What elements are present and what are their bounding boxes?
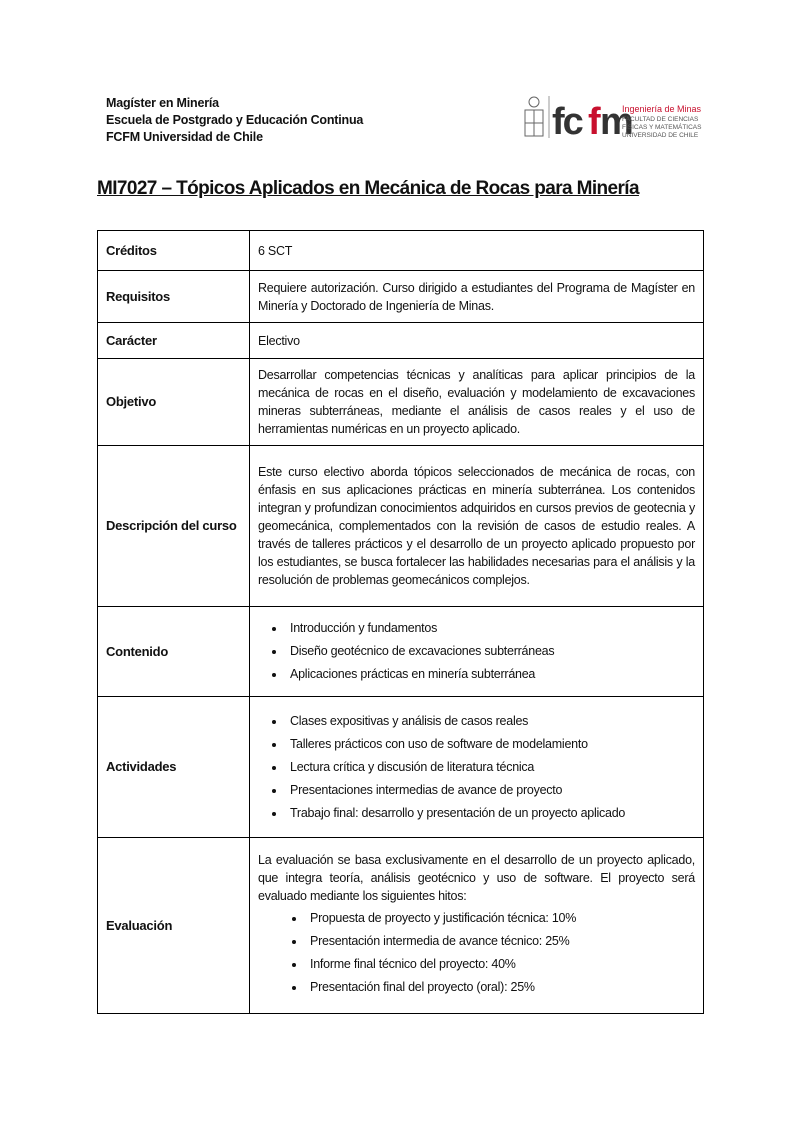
svg-text:FÍSICAS Y MATEMÁTICAS: FÍSICAS Y MATEMÁTICAS [622, 124, 702, 131]
list-item: • Presentación intermedia de avance técnico: 25% [306, 932, 695, 951]
row-label: Carácter [98, 323, 250, 359]
list-item: • Lectura crítica y discusión de literatura técnica [286, 758, 695, 777]
row-label: Contenido [98, 607, 250, 697]
row-label: Evaluación [98, 838, 250, 1014]
header-line: FCFM Universidad de Chile [106, 130, 263, 144]
row-value: 6 SCT [250, 231, 704, 271]
list-item: • Aplicaciones prácticas en minería subterránea [286, 665, 695, 684]
list-item: • Informe final técnico del proyecto: 40% [306, 955, 695, 974]
row-label: Créditos [98, 231, 250, 271]
row-contenido [98, 607, 704, 697]
activities-list [258, 712, 695, 823]
list-item: • Propuesta de proyecto y justificación técnica: 10% [306, 909, 695, 928]
svg-text:m: m [600, 101, 634, 142]
svg-text:Ingeniería de Minas: Ingeniería de Minas [622, 104, 702, 114]
row-label: Descripción del curso [98, 446, 250, 607]
row-caracter [98, 323, 704, 359]
svg-text:UNIVERSIDAD DE CHILE: UNIVERSIDAD DE CHILE [622, 132, 699, 139]
row-requisitos [98, 271, 704, 323]
content-list [258, 619, 695, 684]
list-item: • Trabajo final: desarrollo y presentación de un proyecto aplicado [286, 804, 695, 823]
row-label: Objetivo [98, 359, 250, 446]
institution-header [106, 95, 363, 146]
row-value: Desarrollar competencias técnicas y analíticas para aplicar principios de la mecánica de rocas en el diseño, evaluación y modelamiento de excavaciones mineras subterráneas, mediante el análisis de casos reales y el uso de herramientas numéricas en un proyecto aplicado. [250, 359, 704, 446]
fcfm-logo [522, 92, 712, 142]
list-item: • Talleres prácticos con uso de software de modelamiento [286, 735, 695, 754]
row-evaluacion [98, 838, 704, 1014]
svg-text:FACULTAD DE CIENCIAS: FACULTAD DE CIENCIAS [622, 116, 699, 123]
list-item: • Clases expositivas y análisis de casos reales [286, 712, 695, 731]
row-label: Requisitos [98, 271, 250, 323]
row-value: Electivo [250, 323, 704, 359]
header-line: Escuela de Postgrado y Educación Continua [106, 113, 364, 127]
list-item: • Presentación final del proyecto (oral): 25% [306, 978, 695, 997]
row-label: Actividades [98, 697, 250, 838]
header-line: Magíster en Minería [106, 96, 219, 110]
list-item: • Diseño geotécnico de excavaciones subterráneas [286, 642, 695, 661]
list-item: • Introducción y fundamentos [286, 619, 695, 638]
evaluation-intro: La evaluación se basa exclusivamente en el desarrollo de un proyecto aplicado, que integra teoría, análisis geotécnico y uso de software. El proyecto será evaluado mediante los siguientes hitos: [258, 852, 695, 903]
row-objetivo [98, 359, 704, 446]
row-creditos [98, 231, 704, 271]
list-item: • Presentaciones intermedias de avance de proyecto [286, 781, 695, 800]
svg-text:fc: fc [552, 101, 582, 142]
row-value: Requiere autorización. Curso dirigido a estudiantes del Programa de Magíster en Minería y Doctorado de Ingeniería de Minas. [250, 271, 704, 323]
course-table [97, 230, 704, 1014]
evaluation-list [258, 909, 695, 997]
svg-text:f: f [588, 101, 601, 142]
row-value: Este curso electivo aborda tópicos seleccionados de mecánica de rocas, con énfasis en sus aplicaciones prácticas en minería subterránea. Los contenidos integran y profundizan conocimientos adquiridos en cursos previos de geotecnia y geomecánica, complementados con la revisión de casos de estudio reales. A través de talleres prácticos y el desarrollo de un proyecto aplicado propuesto por los estudiantes, se busca fortalecer las habilidades necesarias para el análisis y la resolución de problemas geomecánicos complejos. [250, 446, 704, 607]
row-actividades [98, 697, 704, 838]
row-descripcion [98, 446, 704, 607]
course-title: MI7027 – Tópicos Aplicados en Mecánica de Rocas para Minería [97, 178, 639, 199]
